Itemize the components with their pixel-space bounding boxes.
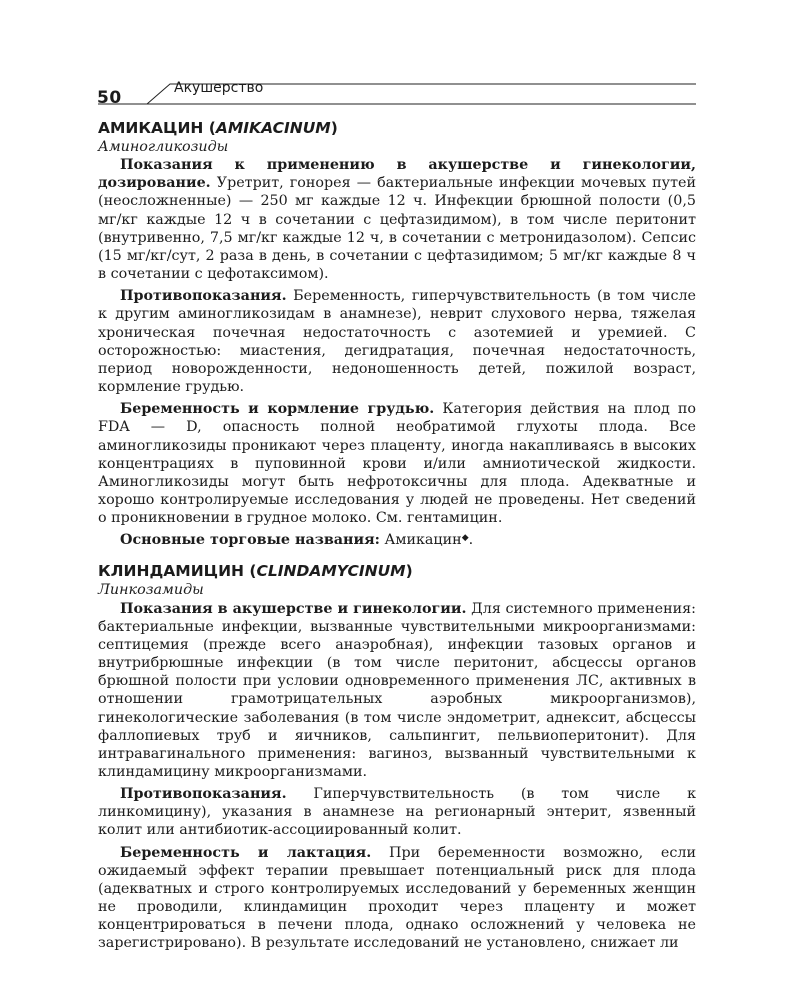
pregnancy-paragraph: Беременность и лактация. При беременности возможно, если ожидаемый эффект терапии превышает потенциальный риск для плода (адекватных и строго контролируемых исследований у беременных женщин не проводили, клиндамицин проходит через плаценту и может концентрироваться в печени плода, однако осложнений у человека не зарегистрировано). В результате исследований не установлено, снижает ли bbox=[98, 844, 696, 952]
page-content bbox=[98, 118, 696, 953]
contraindications-paragraph: Противопоказания. Гиперчувствительность (в том числе к линкомицину), указания в анамнезе на регионарный энтерит, язвенный колит или антибиотик-ассоциированный колит. bbox=[98, 786, 697, 839]
indications-paragraph: Показания к применению в акушерстве и гинекологии, дозирование. Уретрит, гонорея — бактериальные инфекции мочевых путей (неосложненные) — 250 мг каждые 12 ч. Инфекции брюшной полости (0,5 мг/кг каждые 12 ч в сочетании с цефтазидимом), в том числе перитонит (внутривенно, 7,5 мг/кг каждые 12 ч, в сочетании с метронидазолом). Сепсис (15 мг/кг/сут, 2 раза в день, в сочетании с цефтазидимом; 5 мг/кг каждые 8 ч в сочетании с цефотаксимом). bbox=[98, 157, 696, 283]
drug-class: Линкозамиды bbox=[98, 582, 204, 599]
drug-title-amikacin: АМИКАЦИН (AMIKACINUM) bbox=[98, 119, 338, 137]
contraindications-paragraph: Противопоказания. Беременность, гиперчувствительность (в том числе к другим аминогликозидам в анамнезе), неврит слухового нерва, тяжелая хроническая почечная недостаточность с азотемией и уремией. С осторожностью: миастения, дегидратация, почечная недостаточность, период новорожденности, недоношенность детей, пожилой возраст, кормление грудью. bbox=[98, 288, 697, 396]
trade-names-paragraph: Основные торговые названия: Амикацин◆. bbox=[120, 532, 474, 549]
page-number: 50 bbox=[97, 88, 122, 108]
pregnancy-paragraph: Беременность и кормление грудью. Категория действия на плод по FDA — D, опасность полной необратимой глухоты плода. Все аминогликозиды проникают через плаценту, иногда накапливаясь в высоких концентрациях в пуповинной крови и/или амниотической жидкости. Аминогликозиды могут быть нефротоксичны для плода. Адекватные и хорошо контролируемые исследования у людей не проведены. Нет сведений о проникновении в грудное молоко. См. гентамицин. bbox=[98, 401, 697, 527]
indications-paragraph: Показания в акушерстве и гинекологии. Для системного применения: бактериальные инфекции, вызванные чувствительными микроорганизмами: септицемия (прежде всего анаэробная), инфекции тазовых органов и внутрибрюшные инфекции (в том числе перитонит, абсцессы органов брюшной полости при условии одновременного применения ЛС, активных в отношении грамотрицательных аэробных микроорганизмов), гинекологические заболевания (в том числе эндометрит, аднексит, абсцессы фаллопиевых труб и яичников, сальпингит, пельвиоперитонит). Для интравагинального применения: вагиноз, вызванный чувствительными к клиндамицину микроорганизмами. bbox=[98, 600, 696, 780]
drug-class: Аминогликозиды bbox=[98, 139, 229, 155]
section-title: Акушерство bbox=[174, 80, 264, 96]
drug-title-clindamycin: КЛИНДАМИЦИН (CLINDAMYCINUM) bbox=[98, 562, 413, 581]
